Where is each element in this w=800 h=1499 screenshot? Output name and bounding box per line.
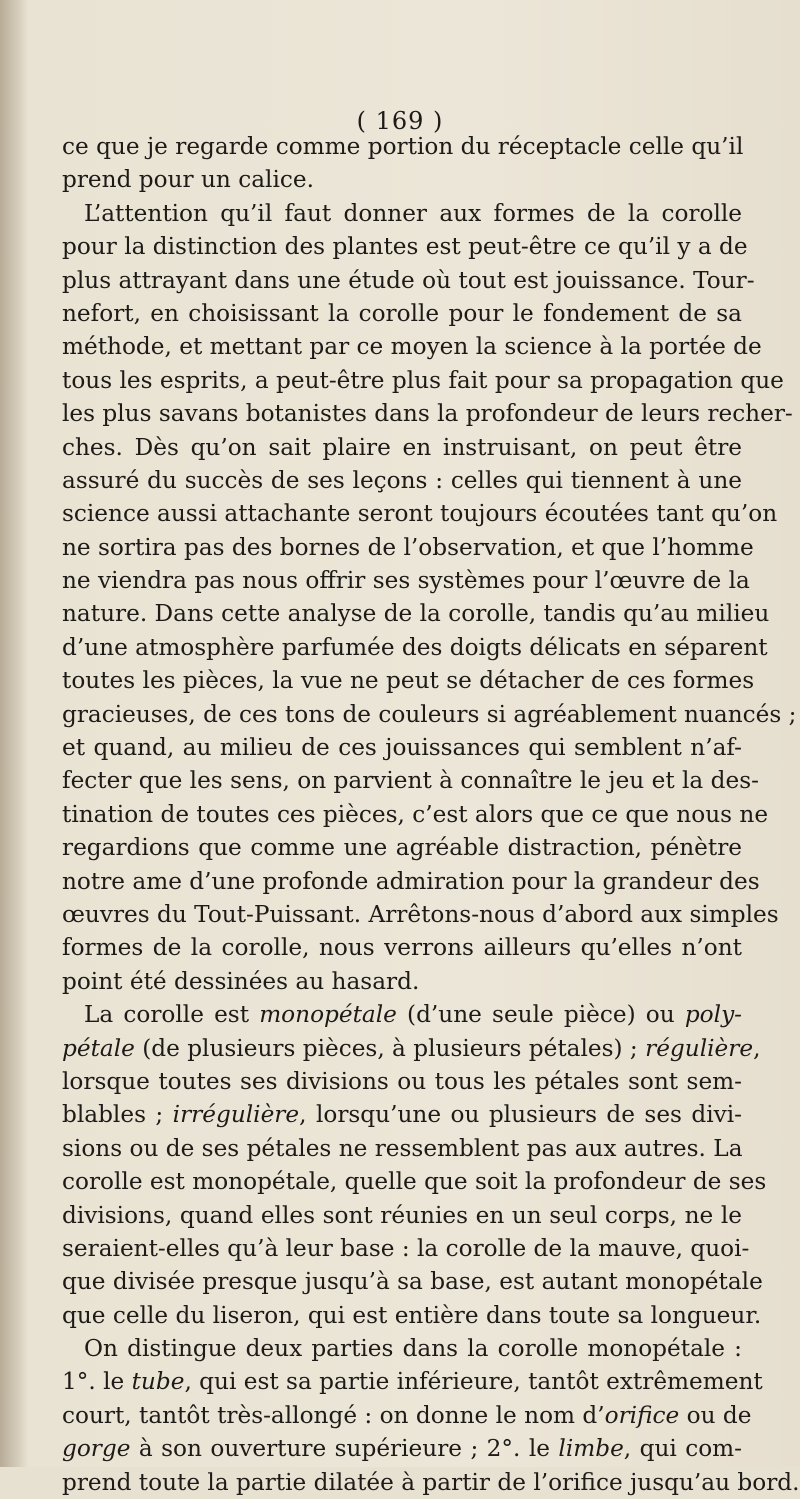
text-run: notre ame d’une profonde admiration pour la grandeur des [62, 867, 760, 895]
text-run: divisions, quand elles sont réunies en un seul corps, ne le [62, 1201, 742, 1229]
text-run: nature. Dans cette analyse de la corolle, tandis qu’au milieu [62, 600, 770, 628]
text-line [62, 998, 742, 1031]
italic-term: gorge [62, 1435, 131, 1463]
body-text [62, 130, 800, 1499]
text-run: d’une atmosphère parfumée des doigts délicats en séparent [62, 633, 768, 661]
text-line [62, 1432, 742, 1465]
text-run: nefort, en choisissant la corolle pour le fondement de sa [62, 299, 742, 327]
text-line [62, 297, 742, 330]
text-run: fecter que les sens, on parvient à connaître le jeu et la des- [62, 767, 759, 795]
text-run: , [753, 1034, 761, 1062]
text-run: prend toute la partie dilatée à partir de l’orifice jusqu’au bord. [62, 1468, 800, 1496]
text-run: sions ou de ses pétales ne ressemblent pas aux autres. La [62, 1134, 743, 1162]
text-run: gracieuses, de ces tons de couleurs si agréablement nuancés ; [62, 700, 797, 728]
text-run: ce que je regarde comme portion du réceptacle celle qu’il [62, 133, 744, 160]
text-line [62, 764, 759, 797]
text-line [62, 330, 762, 363]
text-run: prend pour un calice. [62, 166, 314, 194]
text-run: corolle est monopétale, quelle que soit la profondeur de ses [62, 1168, 767, 1196]
text-line [62, 364, 784, 397]
text-line [62, 497, 778, 530]
text-line [62, 1399, 752, 1432]
text-line [62, 698, 797, 731]
text-line [62, 564, 750, 597]
text-line [62, 1165, 767, 1198]
text-line [62, 798, 769, 831]
text-run: plus attrayant dans une étude où tout est jouissance. Tour- [62, 266, 755, 294]
text-run: lorsque toutes ses divisions ou tous les pétales sont sem- [62, 1067, 742, 1095]
text-line [62, 130, 742, 163]
text-run: méthode, et mettant par ce moyen la science à la portée de [62, 333, 762, 361]
text-run: tous les esprits, a peut-être plus fait pour sa propagation que [62, 366, 784, 394]
text-line [62, 1332, 742, 1365]
text-line [62, 931, 742, 964]
text-line [62, 397, 793, 430]
text-line [62, 1199, 742, 1232]
italic-term: régulière [645, 1034, 754, 1062]
text-line [62, 1032, 761, 1065]
text-run: pour la distinction des plantes est peut-être ce qu’il y a de [62, 233, 748, 261]
text-line [62, 163, 742, 196]
text-run: , qui com- [623, 1435, 742, 1463]
text-run: ches. Dès qu’on sait plaire en instruisant, on peut être [62, 433, 742, 461]
text-run: On distingue deux parties dans la corolle monopétale : [84, 1335, 742, 1363]
text-run: 1°. le [62, 1368, 132, 1396]
text-line [62, 264, 755, 297]
text-run: que divisée presque jusqu’à sa base, est autant monopétale [62, 1268, 763, 1296]
text-run: La corolle est [84, 1001, 260, 1029]
italic-term: limbe [558, 1435, 624, 1463]
text-line [62, 1265, 763, 1298]
text-run: que celle du liseron, qui est entière dans toute sa longueur. [62, 1301, 762, 1329]
text-line [62, 1299, 762, 1332]
text-run: point été dessinées au hasard. [62, 967, 420, 995]
text-line [62, 197, 742, 230]
text-run: , lorsqu’une ou plusieurs de ses divi- [299, 1101, 742, 1129]
text-run: , qui est sa partie inférieure, tantôt extrêmement [184, 1368, 763, 1396]
page-gutter-shadow [0, 0, 28, 1467]
italic-term: tube [131, 1368, 185, 1396]
text-run: toutes les pièces, la vue ne peut se détacher de ces formes [62, 667, 755, 695]
text-line [62, 865, 760, 898]
text-line [62, 898, 779, 931]
text-run: ne sortira pas des bornes de l’observation, et que l’homme [62, 533, 754, 561]
text-run: (d’une seule pièce) ou [396, 1001, 685, 1029]
text-run: à son ouverture supérieure ; 2°. le [130, 1435, 559, 1463]
text-line [62, 965, 742, 998]
italic-term: poly- [684, 1001, 742, 1029]
text-run: œuvres du Tout-Puissant. Arrêtons-nous d’abord aux simples [62, 900, 779, 928]
text-line [62, 631, 768, 664]
text-line [62, 464, 742, 497]
text-line [62, 1132, 742, 1165]
text-run: et quand, au milieu de ces jouissances qui semblent n’af- [62, 734, 742, 762]
italic-term: orifice [604, 1401, 680, 1429]
text-run: regardions que comme une agréable distraction, pénètre [62, 834, 742, 862]
text-line [62, 831, 742, 864]
text-run: L’attention qu’il faut donner aux formes de la corolle [84, 199, 742, 227]
text-line [62, 1365, 763, 1398]
italic-term: pétale [62, 1034, 135, 1062]
text-run: assuré du succès de ses leçons : celles qui tiennent à une [62, 466, 742, 494]
text-run: court, tantôt très-allongé : on donne le nom d’ [62, 1401, 605, 1429]
text-run: science aussi attachante seront toujours écoutées tant qu’on [62, 500, 778, 528]
text-line [62, 1466, 800, 1499]
text-run: tination de toutes ces pièces, c’est alors que ce que nous ne [62, 800, 769, 828]
text-run: formes de la corolle, nous verrons ailleurs qu’elles n’ont [62, 934, 742, 962]
italic-term: monopétale [259, 1001, 397, 1029]
italic-term: irrégulière [172, 1101, 300, 1129]
text-line [62, 1098, 742, 1131]
text-run: ou de [679, 1401, 752, 1429]
text-line [62, 531, 754, 564]
text-line [62, 731, 742, 764]
text-line [62, 664, 755, 697]
text-run: les plus savans botanistes dans la profondeur de leurs recher- [62, 400, 793, 428]
page-number: ( 169 ) [356, 107, 444, 135]
text-run: ne viendra pas nous offrir ses systèmes pour l’œuvre de la [62, 567, 750, 595]
text-line [62, 431, 742, 464]
text-line [62, 230, 748, 263]
text-run: seraient-elles qu’à leur base : la corolle de la mauve, quoi- [62, 1234, 750, 1262]
text-run: (de plusieurs pièces, à plusieurs pétales) ; [134, 1034, 646, 1062]
text-line [62, 597, 770, 630]
text-line [62, 1232, 750, 1265]
text-line [62, 1065, 742, 1098]
text-run: blables ; [62, 1101, 173, 1129]
